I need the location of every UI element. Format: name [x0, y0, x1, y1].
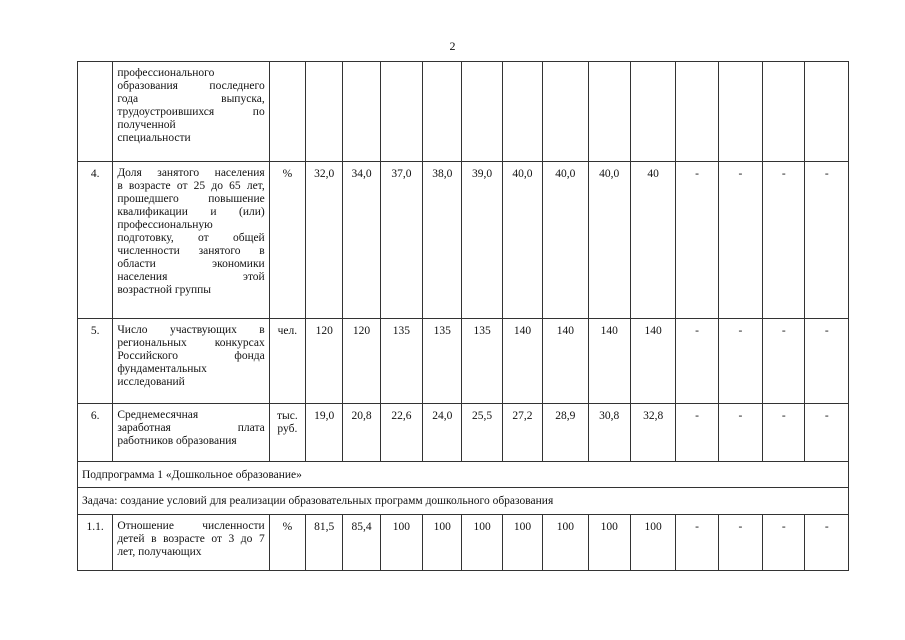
value-cell	[805, 62, 849, 162]
value-cell: 100	[502, 515, 542, 571]
indicator-name-line: прошедшего повышение	[117, 193, 265, 205]
value-cell: 100	[588, 515, 630, 571]
value-cell: 100	[423, 515, 462, 571]
indicator-name-line: образования последнего	[117, 80, 265, 92]
value-cell	[718, 62, 762, 162]
value-cell: -	[676, 515, 718, 571]
indicator-name	[113, 319, 269, 404]
indicator-name-line: детей в возрасте от 3 до 7	[117, 533, 265, 545]
table-row	[78, 319, 849, 404]
indicator-name-line: исследований	[117, 376, 185, 388]
value-cell: 32,0	[306, 162, 343, 319]
table-row	[78, 162, 849, 319]
value-cell: 25,5	[462, 404, 502, 462]
value-cell: 120	[306, 319, 343, 404]
indicator-name	[113, 62, 269, 162]
indicator-name-line: работников образования	[117, 435, 237, 447]
unit-cell: %	[269, 515, 305, 571]
value-cell: 40,0	[543, 162, 588, 319]
unit-cell	[269, 62, 305, 162]
value-cell: 22,6	[380, 404, 422, 462]
indicator-name-line: Отношение численности	[117, 520, 265, 532]
indicator-name-line: возрастной группы	[117, 284, 211, 296]
value-cell	[423, 62, 462, 162]
value-cell: -	[718, 162, 762, 319]
indicator-name-line: квалификации и (или)	[117, 206, 265, 218]
unit-cell: чел.	[269, 319, 305, 404]
value-cell: -	[763, 319, 805, 404]
value-cell: 28,9	[543, 404, 588, 462]
value-cell: 140	[588, 319, 630, 404]
row-number: 1.1.	[78, 515, 113, 571]
table-row	[78, 62, 849, 162]
indicator-name-line: населения этой	[117, 271, 265, 283]
table-row	[78, 462, 849, 488]
value-cell: -	[805, 319, 849, 404]
value-cell	[380, 62, 422, 162]
value-cell: 40,0	[588, 162, 630, 319]
subprogram-heading: Подпрограмма 1 «Дошкольное образование»	[78, 462, 849, 488]
value-cell	[763, 62, 805, 162]
indicator-name-line: трудоустроившихся по	[117, 106, 265, 118]
value-cell	[502, 62, 542, 162]
indicator-name-line: года выпуска,	[117, 93, 265, 105]
indicator-name-line: Доля занятого населения	[117, 167, 265, 179]
value-cell	[543, 62, 588, 162]
value-cell: 135	[423, 319, 462, 404]
value-cell: 20,8	[343, 404, 380, 462]
value-cell: 38,0	[423, 162, 462, 319]
indicator-name-line: профессиональную	[117, 219, 213, 231]
value-cell: -	[676, 162, 718, 319]
value-cell: 120	[343, 319, 380, 404]
row-number: 5.	[78, 319, 113, 404]
value-cell: 39,0	[462, 162, 502, 319]
value-cell: 37,0	[380, 162, 422, 319]
unit-cell: тыс. руб.	[269, 404, 305, 462]
indicator-name-line: области экономики	[117, 258, 265, 270]
indicator-name-line: Число участвующих в	[117, 324, 265, 336]
indicator-name-line: полученной	[117, 119, 176, 131]
value-cell: -	[763, 404, 805, 462]
indicator-name-line: профессионального	[117, 67, 215, 79]
indicator-name-line: региональных конкурсах	[117, 337, 265, 349]
value-cell: -	[805, 515, 849, 571]
value-cell: 40,0	[502, 162, 542, 319]
value-cell: 24,0	[423, 404, 462, 462]
value-cell: -	[763, 515, 805, 571]
value-cell: 32,8	[630, 404, 675, 462]
value-cell	[630, 62, 675, 162]
value-cell: -	[805, 404, 849, 462]
indicator-name-line: специальности	[117, 132, 191, 144]
value-cell	[343, 62, 380, 162]
indicator-name-line: в возрасте от 25 до 65 лет,	[117, 180, 265, 192]
row-number	[78, 62, 113, 162]
row-number: 6.	[78, 404, 113, 462]
table-row	[78, 515, 849, 571]
value-cell: 40	[630, 162, 675, 319]
value-cell: 140	[502, 319, 542, 404]
value-cell	[588, 62, 630, 162]
indicator-name	[113, 515, 269, 571]
value-cell: -	[718, 515, 762, 571]
value-cell	[462, 62, 502, 162]
value-cell: -	[718, 404, 762, 462]
row-number: 4.	[78, 162, 113, 319]
value-cell: 140	[630, 319, 675, 404]
value-cell: 135	[380, 319, 422, 404]
value-cell: 34,0	[343, 162, 380, 319]
value-cell: -	[676, 319, 718, 404]
indicator-name-line: фундаментальных	[117, 363, 207, 375]
indicator-name	[113, 162, 269, 319]
value-cell: 27,2	[502, 404, 542, 462]
value-cell: 140	[543, 319, 588, 404]
task-heading: Задача: создание условий для реализации образовательных программ дошкольного образования	[78, 488, 849, 515]
indicators-table	[77, 61, 849, 571]
value-cell: 30,8	[588, 404, 630, 462]
value-cell: 85,4	[343, 515, 380, 571]
value-cell: 19,0	[306, 404, 343, 462]
value-cell: 100	[543, 515, 588, 571]
value-cell: -	[676, 404, 718, 462]
value-cell: 100	[462, 515, 502, 571]
page-number: 2	[449, 39, 456, 53]
unit-cell: %	[269, 162, 305, 319]
value-cell: 100	[380, 515, 422, 571]
indicator-name-line: заработная плата	[117, 422, 265, 434]
indicator-name-line: Среднемесячная	[117, 409, 199, 421]
value-cell: -	[718, 319, 762, 404]
table-row	[78, 488, 849, 515]
value-cell	[306, 62, 343, 162]
indicator-name-line: численности занятого в	[117, 245, 265, 257]
value-cell: -	[805, 162, 849, 319]
indicator-name-line: лет, получающих	[117, 546, 202, 558]
value-cell: 135	[462, 319, 502, 404]
indicator-name	[113, 404, 269, 462]
table-row	[78, 404, 849, 462]
indicator-name-line: подготовку, от общей	[117, 232, 265, 244]
value-cell: 81,5	[306, 515, 343, 571]
value-cell: 100	[630, 515, 675, 571]
indicator-name-line: Российского фонда	[117, 350, 265, 362]
value-cell	[676, 62, 718, 162]
value-cell: -	[763, 162, 805, 319]
